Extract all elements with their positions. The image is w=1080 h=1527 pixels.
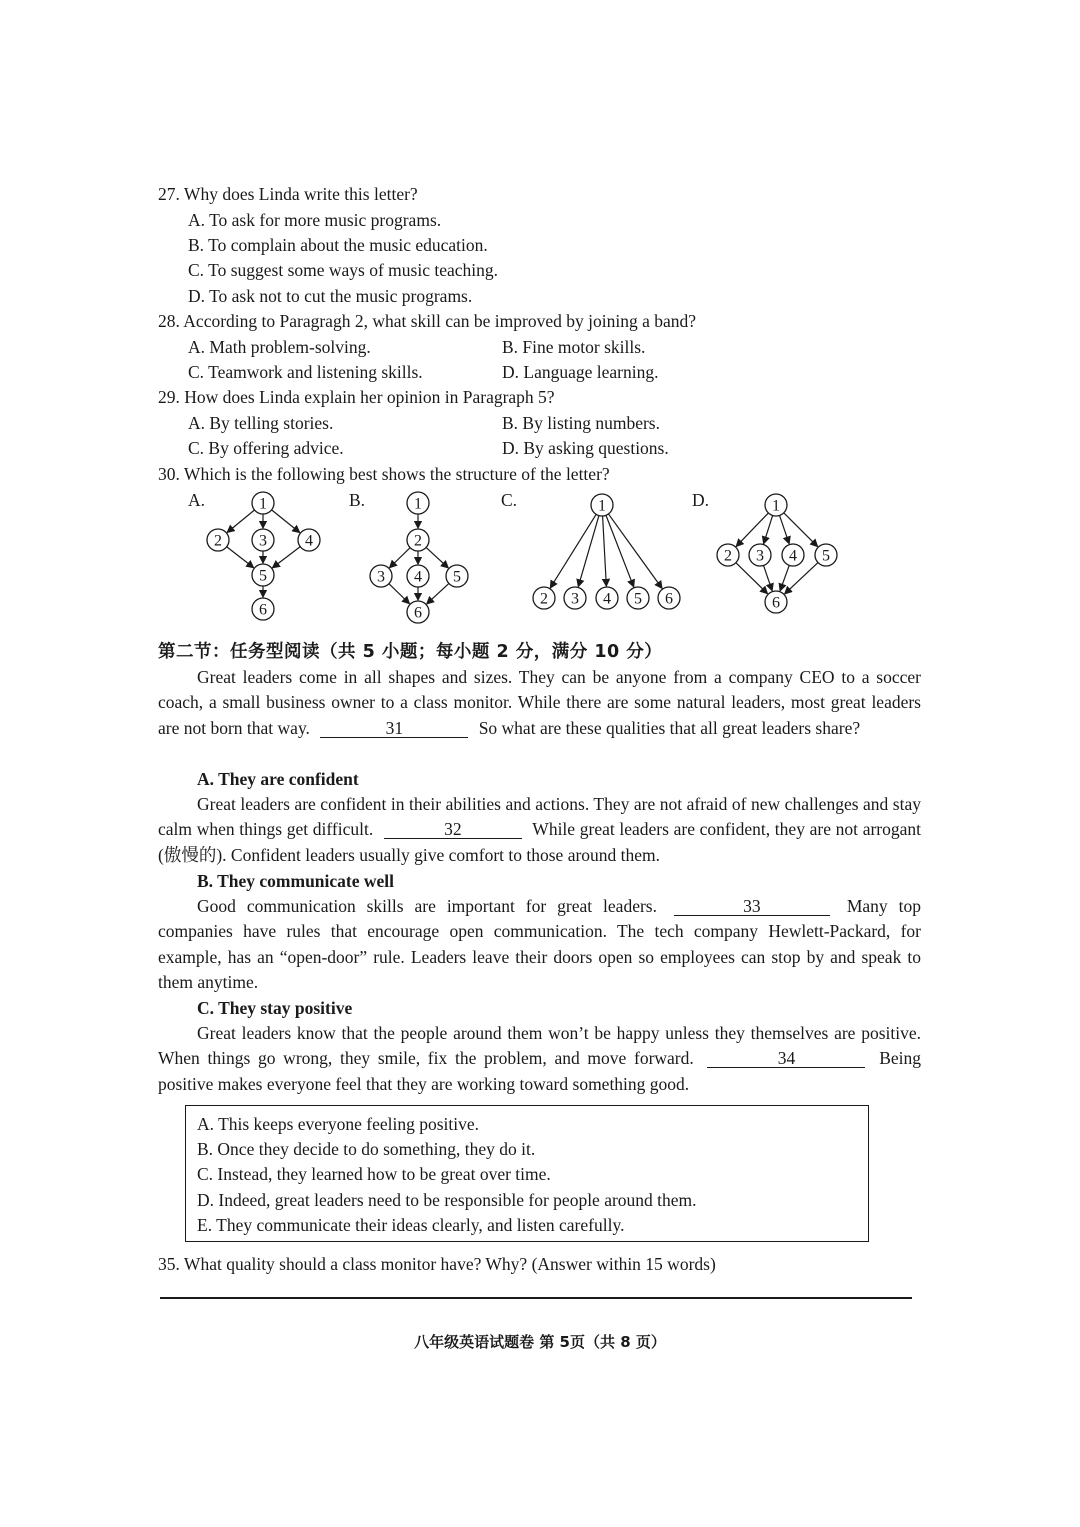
structure-diagram-c <box>533 494 680 609</box>
q28-option-b: B. Fine motor skills. <box>502 337 646 357</box>
q29-option-b: B. By listing numbers. <box>502 413 660 433</box>
passage-p4-text-b: Being positive makes everyone feel that they are working toward something good. <box>158 1048 922 1094</box>
diagram-b-node-5-label: 5 <box>453 568 461 586</box>
diagram-a-node-4-label: 4 <box>305 532 313 550</box>
diagram-b-node-1-label: 1 <box>414 495 422 513</box>
diagram-d-arrow-2-6 <box>736 563 768 594</box>
blank-34: 34 <box>707 1049 865 1068</box>
diagram-a-arrow-1-4 <box>272 510 300 533</box>
q29-option-d: D. By asking questions. <box>502 438 669 458</box>
diagram-c-arrow-1-5 <box>606 515 634 587</box>
passage-p1-text-a: Great leaders come in all shapes and sizes. They can be anyone from a company CEO to a soccer coach, a small business owner to a class monitor. While there are some natural leaders, most great leaders are not born that way. <box>158 667 921 738</box>
passage-p3-text-a: Good communication skills are important for great leaders. <box>197 896 657 916</box>
diagram-d-arrow-1-4 <box>780 515 790 543</box>
q27-option-d: D. To ask not to cut the music programs. <box>188 286 473 306</box>
diagram-d-node-3-label: 3 <box>756 547 764 565</box>
answer-line[interactable] <box>160 1297 912 1299</box>
diagram-c-node-4-label: 4 <box>603 590 611 608</box>
passage-p3-text-b: Many top companies have rules that encourage open communication. The tech company Hewlett-Packard, for example, has an “open-door” rule. Leaders leave their doors open so employees can stop by and speak to them anytime. <box>158 896 921 993</box>
diagram-c-node-6-label: 6 <box>665 590 673 608</box>
diagram-a-node-6-label: 6 <box>259 601 267 619</box>
diagram-b-arrow-2-3 <box>390 548 411 568</box>
diagram-a-node-3-label: 3 <box>259 532 267 550</box>
q27-option-c: C. To suggest some ways of music teaching. <box>188 260 499 280</box>
diagram-d-node-4-label: 4 <box>789 547 797 565</box>
diagram-b-node-6-label: 6 <box>414 604 422 622</box>
box-option-d: D. Indeed, great leaders need to be responsible for people around them. <box>197 1190 697 1210</box>
diagram-d-arrow-1-3 <box>764 515 773 543</box>
q27-option-b: B. To complain about the music education. <box>188 235 488 255</box>
q30-question: 30. Which is the following best shows the structure of the letter? <box>158 464 610 484</box>
options-box <box>185 1105 869 1242</box>
passage-p4-text-a: Great leaders know that the people around them won’t be happy unless they themselves are positive. When things go wrong, they smile, fix the problem, and move forward. <box>158 1023 921 1069</box>
diagram-c-node-5-label: 5 <box>634 590 642 608</box>
diagram-d-arrow-1-2 <box>736 513 768 546</box>
diagram-d-node-6-label: 6 <box>772 594 780 612</box>
passage-p2-text-a: Great leaders are confident in their abilities and actions. They are not afraid of new challenges and stay calm when things get difficult. <box>158 794 921 840</box>
page-footer: 八年级英语试题卷 第 5页（共 8 页） <box>414 1333 666 1351</box>
diagram-b-node-4-label: 4 <box>414 568 422 586</box>
q27-option-a: A. To ask for more music programs. <box>188 210 442 230</box>
q30-option-a-label: A. <box>188 490 206 510</box>
passage-paragraph-3 <box>158 894 921 996</box>
q30-option-d-label: D. <box>692 490 710 510</box>
diagram-c-node-1-label: 1 <box>598 497 606 515</box>
q30-option-c-label: C. <box>501 490 518 510</box>
diagram-a-arrow-4-5 <box>273 547 301 568</box>
diagram-b-node-3-label: 3 <box>377 568 385 586</box>
blank-31: 31 <box>320 719 468 738</box>
section-2-title: 第二节：任务型阅读（共 5 小题；每小题 2 分，满分 10 分） <box>158 642 663 662</box>
q28-option-d: D. Language learning. <box>502 362 659 382</box>
q28-option-c: C. Teamwork and listening skills. <box>188 362 423 382</box>
structure-diagram-a <box>207 492 320 620</box>
box-option-c: C. Instead, they learned how to be great over time. <box>197 1164 551 1184</box>
diagram-d-arrow-3-6 <box>764 565 773 590</box>
diagram-b-node-2-label: 2 <box>414 532 422 550</box>
diagram-a-node-5-label: 5 <box>259 567 267 585</box>
q28-question: 28. According to Paragragh 2, what skill can be improved by joining a band? <box>158 311 696 331</box>
passage-p2-text-b: While great leaders are confident, they are not arrogant (傲慢的). Confident leaders usually give comfort to those around them. <box>158 819 922 865</box>
blank-33: 33 <box>674 897 830 916</box>
heading-b: B. They communicate well <box>197 871 395 891</box>
structure-diagrams <box>0 0 1080 640</box>
diagram-b-arrow-2-5 <box>426 547 448 567</box>
diagram-a-arrow-1-2 <box>227 510 254 532</box>
diagram-a-node-2-label: 2 <box>214 532 222 550</box>
diagram-c-arrow-1-4 <box>603 516 607 586</box>
q29-option-a: A. By telling stories. <box>188 413 334 433</box>
heading-c: C. They stay positive <box>197 998 353 1018</box>
diagram-d-node-5-label: 5 <box>822 547 830 565</box>
heading-a: A. They are confident <box>197 769 359 789</box>
q29-option-c: C. By offering advice. <box>188 438 344 458</box>
q30-option-b-label: B. <box>349 490 366 510</box>
q29-question: 29. How does Linda explain her opinion in Paragraph 5? <box>158 387 555 407</box>
box-option-e: E. They communicate their ideas clearly, and listen carefully. <box>197 1215 625 1235</box>
diagram-c-node-3-label: 3 <box>571 590 579 608</box>
blank-32: 32 <box>384 820 522 839</box>
q35-question: 35. What quality should a class monitor have? Why? (Answer within 15 words) <box>158 1254 716 1274</box>
structure-diagram-b <box>370 492 468 623</box>
passage-paragraph-1 <box>158 665 921 741</box>
passage-paragraph-2 <box>158 792 921 868</box>
diagram-a-arrow-2-5 <box>227 547 254 568</box>
diagram-d-arrow-5-6 <box>785 563 818 594</box>
passage-p1-text-b: So what are these qualities that all great leaders share? <box>478 717 861 738</box>
diagram-b-arrow-5-6 <box>427 583 449 603</box>
diagram-c-arrow-1-2 <box>550 514 596 587</box>
structure-diagram-d <box>717 494 837 613</box>
diagram-a-node-1-label: 1 <box>259 495 267 513</box>
q28-option-a: A. Math problem-solving. <box>188 337 371 357</box>
q27-question: 27. Why does Linda write this letter? <box>158 184 418 204</box>
box-option-a: A. This keeps everyone feeling positive. <box>197 1114 480 1134</box>
box-option-b: B. Once they decide to do something, they do it. <box>197 1139 536 1159</box>
diagram-d-arrow-4-6 <box>780 565 789 590</box>
passage-paragraph-4 <box>158 1021 921 1097</box>
diagram-b-arrow-3-6 <box>389 584 410 604</box>
diagram-c-arrow-1-6 <box>608 514 662 588</box>
diagram-d-node-1-label: 1 <box>772 497 780 515</box>
diagram-c-node-2-label: 2 <box>540 590 548 608</box>
diagram-d-node-2-label: 2 <box>724 547 732 565</box>
